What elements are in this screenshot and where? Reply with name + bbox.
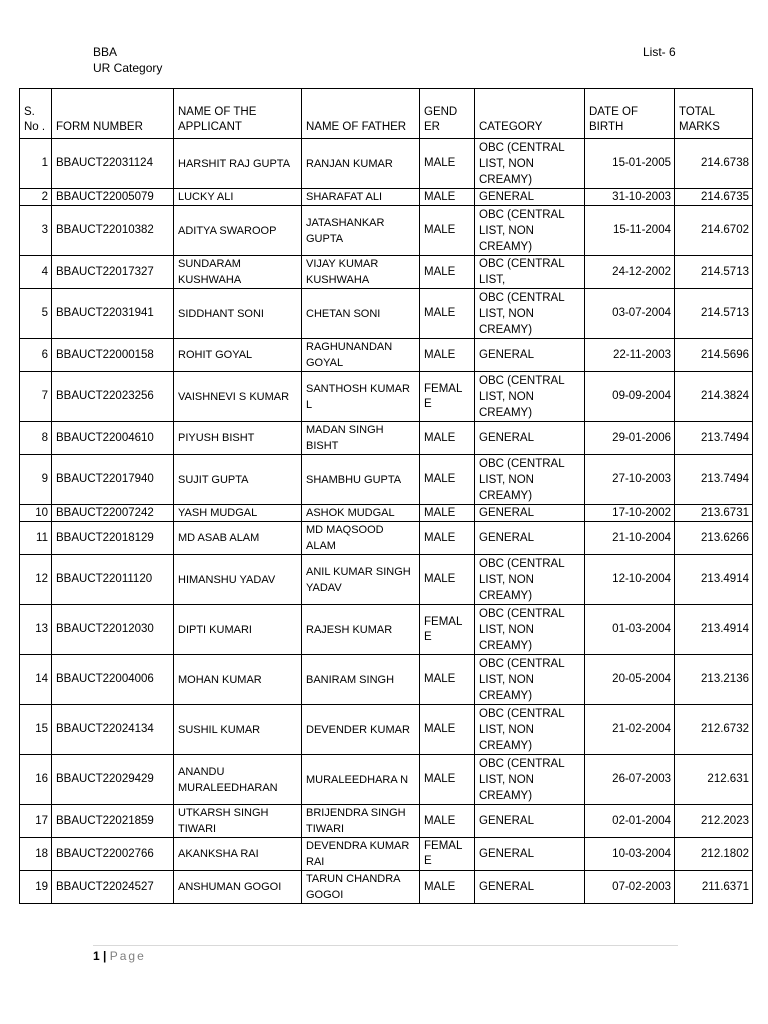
cell-dob: 15-11-2004 bbox=[585, 206, 675, 256]
cell-name: HARSHIT RAJ GUPTA bbox=[174, 139, 302, 189]
table-row bbox=[20, 505, 753, 522]
cell-sno: 16 bbox=[20, 755, 52, 805]
cell-category: GENERAL bbox=[475, 189, 585, 206]
cell-sno: 13 bbox=[20, 605, 52, 655]
cell-father: TARUN CHANDRA GOGOI bbox=[302, 871, 420, 904]
cell-name: SIDDHANT SONI bbox=[174, 289, 302, 339]
cell-form: BBAUCT22031941 bbox=[52, 289, 174, 339]
cell-father: SHAMBHU GUPTA bbox=[302, 455, 420, 505]
cell-father: RAJESH KUMAR bbox=[302, 605, 420, 655]
cell-father: RANJAN KUMAR bbox=[302, 139, 420, 189]
table-row bbox=[20, 871, 753, 904]
cell-father: ANIL KUMAR SINGH YADAV bbox=[302, 555, 420, 605]
cell-gender: MALE bbox=[420, 705, 475, 755]
col-father-header: NAME OF FATHER bbox=[302, 89, 420, 139]
cell-gender: MALE bbox=[420, 189, 475, 206]
cell-category: OBC (CENTRAL LIST, NON CREAMY) bbox=[475, 289, 585, 339]
table-row bbox=[20, 705, 753, 755]
cell-dob: 09-09-2004 bbox=[585, 372, 675, 422]
course-label: BBA bbox=[93, 45, 118, 59]
cell-sno: 3 bbox=[20, 206, 52, 256]
cell-name: AKANKSHA RAI bbox=[174, 838, 302, 871]
table-row bbox=[20, 555, 753, 605]
cell-sno: 5 bbox=[20, 289, 52, 339]
cell-form: BBAUCT22021859 bbox=[52, 805, 174, 838]
cell-sno: 6 bbox=[20, 339, 52, 372]
cell-father: RAGHUNANDAN GOYAL bbox=[302, 339, 420, 372]
cell-father: BANIRAM SINGH bbox=[302, 655, 420, 705]
cell-gender: MALE bbox=[420, 339, 475, 372]
cell-name: YASH MUDGAL bbox=[174, 505, 302, 522]
cell-marks: 213.6731 bbox=[675, 505, 753, 522]
cell-name: SUNDARAM KUSHWAHA bbox=[174, 256, 302, 289]
cell-marks: 214.3824 bbox=[675, 372, 753, 422]
cell-marks: 214.6738 bbox=[675, 139, 753, 189]
cell-form: BBAUCT22029429 bbox=[52, 755, 174, 805]
cell-form: BBAUCT22005079 bbox=[52, 189, 174, 206]
page-label: Page bbox=[109, 949, 146, 963]
cell-sno: 17 bbox=[20, 805, 52, 838]
footer-divider bbox=[93, 945, 678, 946]
cell-marks: 214.6735 bbox=[675, 189, 753, 206]
cell-name: ROHIT GOYAL bbox=[174, 339, 302, 372]
cell-name: DIPTI KUMARI bbox=[174, 605, 302, 655]
cell-name: UTKARSH SINGH TIWARI bbox=[174, 805, 302, 838]
table-row bbox=[20, 372, 753, 422]
cell-gender: FEMAL E bbox=[420, 605, 475, 655]
cell-marks: 212.1802 bbox=[675, 838, 753, 871]
cell-category: GENERAL bbox=[475, 838, 585, 871]
cell-gender: MALE bbox=[420, 505, 475, 522]
cell-category: GENERAL bbox=[475, 422, 585, 455]
cell-father: VIJAY KUMAR KUSHWAHA bbox=[302, 256, 420, 289]
cell-sno: 10 bbox=[20, 505, 52, 522]
cell-marks: 214.5696 bbox=[675, 339, 753, 372]
table-row bbox=[20, 189, 753, 206]
cell-sno: 9 bbox=[20, 455, 52, 505]
cell-category: OBC (CENTRAL LIST, NON CREAMY) bbox=[475, 206, 585, 256]
cell-dob: 02-01-2004 bbox=[585, 805, 675, 838]
table-row bbox=[20, 139, 753, 189]
cell-marks: 213.6266 bbox=[675, 522, 753, 555]
cell-marks: 213.7494 bbox=[675, 455, 753, 505]
cell-category: OBC (CENTRAL LIST, bbox=[475, 256, 585, 289]
cell-form: BBAUCT22012030 bbox=[52, 605, 174, 655]
cell-category: OBC (CENTRAL LIST, NON CREAMY) bbox=[475, 755, 585, 805]
cell-father: CHETAN SONI bbox=[302, 289, 420, 339]
cell-gender: FEMAL E bbox=[420, 372, 475, 422]
cell-dob: 27-10-2003 bbox=[585, 455, 675, 505]
cell-gender: MALE bbox=[420, 655, 475, 705]
cell-marks: 212.6732 bbox=[675, 705, 753, 755]
cell-form: BBAUCT22017940 bbox=[52, 455, 174, 505]
col-name-header: NAME OF THE APPLICANT bbox=[174, 89, 302, 139]
table-row bbox=[20, 206, 753, 256]
cell-dob: 24-12-2002 bbox=[585, 256, 675, 289]
cell-category: GENERAL bbox=[475, 805, 585, 838]
cell-father: DEVENDRA KUMAR RAI bbox=[302, 838, 420, 871]
col-category-header: CATEGORY bbox=[475, 89, 585, 139]
table-row bbox=[20, 655, 753, 705]
cell-name: MOHAN KUMAR bbox=[174, 655, 302, 705]
cell-name: ADITYA SWAROOP bbox=[174, 206, 302, 256]
cell-gender: MALE bbox=[420, 206, 475, 256]
col-marks-header: TOTAL MARKS bbox=[675, 89, 753, 139]
cell-sno: 19 bbox=[20, 871, 52, 904]
cell-father: BRIJENDRA SINGH TIWARI bbox=[302, 805, 420, 838]
cell-father: MURALEEDHARA N bbox=[302, 755, 420, 805]
cell-marks: 213.4914 bbox=[675, 605, 753, 655]
cell-dob: 21-10-2004 bbox=[585, 522, 675, 555]
cell-form: BBAUCT22007242 bbox=[52, 505, 174, 522]
table-row bbox=[20, 605, 753, 655]
cell-marks: 213.2136 bbox=[675, 655, 753, 705]
cell-name: VAISHNEVI S KUMAR bbox=[174, 372, 302, 422]
page-separator: | bbox=[103, 949, 107, 963]
cell-marks: 213.4914 bbox=[675, 555, 753, 605]
cell-dob: 20-05-2004 bbox=[585, 655, 675, 705]
merit-list-table bbox=[19, 88, 753, 904]
col-sno-header: S. No . bbox=[20, 89, 52, 139]
col-gender-header: GEND ER bbox=[420, 89, 475, 139]
cell-gender: MALE bbox=[420, 805, 475, 838]
col-form-header: FORM NUMBER bbox=[52, 89, 174, 139]
cell-name: SUSHIL KUMAR bbox=[174, 705, 302, 755]
cell-sno: 4 bbox=[20, 256, 52, 289]
cell-marks: 214.5713 bbox=[675, 256, 753, 289]
table-row bbox=[20, 805, 753, 838]
cell-sno: 12 bbox=[20, 555, 52, 605]
cell-father: JATASHANKAR GUPTA bbox=[302, 206, 420, 256]
cell-name: PIYUSH BISHT bbox=[174, 422, 302, 455]
table-header-row bbox=[20, 89, 753, 139]
cell-category: OBC (CENTRAL LIST, NON CREAMY) bbox=[475, 605, 585, 655]
cell-form: BBAUCT22000158 bbox=[52, 339, 174, 372]
cell-dob: 01-03-2004 bbox=[585, 605, 675, 655]
table-row bbox=[20, 522, 753, 555]
cell-dob: 26-07-2003 bbox=[585, 755, 675, 805]
cell-form: BBAUCT22031124 bbox=[52, 139, 174, 189]
cell-sno: 2 bbox=[20, 189, 52, 206]
table-row bbox=[20, 339, 753, 372]
table-row bbox=[20, 455, 753, 505]
cell-form: BBAUCT22004006 bbox=[52, 655, 174, 705]
cell-form: BBAUCT22017327 bbox=[52, 256, 174, 289]
cell-dob: 03-07-2004 bbox=[585, 289, 675, 339]
cell-dob: 29-01-2006 bbox=[585, 422, 675, 455]
cell-dob: 17-10-2002 bbox=[585, 505, 675, 522]
table-row bbox=[20, 838, 753, 871]
cell-father: DEVENDER KUMAR bbox=[302, 705, 420, 755]
cell-marks: 213.7494 bbox=[675, 422, 753, 455]
cell-gender: MALE bbox=[420, 455, 475, 505]
cell-gender: FEMAL E bbox=[420, 838, 475, 871]
cell-dob: 07-02-2003 bbox=[585, 871, 675, 904]
cell-sno: 14 bbox=[20, 655, 52, 705]
cell-father: MD MAQSOOD ALAM bbox=[302, 522, 420, 555]
cell-dob: 22-11-2003 bbox=[585, 339, 675, 372]
cell-form: BBAUCT22010382 bbox=[52, 206, 174, 256]
cell-category: OBC (CENTRAL LIST, NON CREAMY) bbox=[475, 372, 585, 422]
cell-marks: 212.631 bbox=[675, 755, 753, 805]
cell-sno: 18 bbox=[20, 838, 52, 871]
cell-name: SUJIT GUPTA bbox=[174, 455, 302, 505]
cell-sno: 8 bbox=[20, 422, 52, 455]
cell-gender: MALE bbox=[420, 555, 475, 605]
cell-father: SANTHOSH KUMAR L bbox=[302, 372, 420, 422]
cell-name: MD ASAB ALAM bbox=[174, 522, 302, 555]
page-number: 1 bbox=[93, 949, 100, 963]
cell-form: BBAUCT22024134 bbox=[52, 705, 174, 755]
cell-sno: 15 bbox=[20, 705, 52, 755]
table-row bbox=[20, 755, 753, 805]
cell-marks: 214.5713 bbox=[675, 289, 753, 339]
table-row bbox=[20, 289, 753, 339]
cell-category: OBC (CENTRAL LIST, NON CREAMY) bbox=[475, 139, 585, 189]
page-footer bbox=[93, 948, 146, 964]
cell-gender: MALE bbox=[420, 139, 475, 189]
cell-category: GENERAL bbox=[475, 522, 585, 555]
cell-gender: MALE bbox=[420, 256, 475, 289]
cell-form: BBAUCT22002766 bbox=[52, 838, 174, 871]
cell-sno: 11 bbox=[20, 522, 52, 555]
category-label: UR Category bbox=[93, 61, 163, 75]
cell-name: ANANDU MURALEEDHARAN bbox=[174, 755, 302, 805]
table-row bbox=[20, 256, 753, 289]
cell-dob: 31-10-2003 bbox=[585, 189, 675, 206]
cell-father: MADAN SINGH BISHT bbox=[302, 422, 420, 455]
cell-gender: MALE bbox=[420, 755, 475, 805]
cell-dob: 12-10-2004 bbox=[585, 555, 675, 605]
cell-name: ANSHUMAN GOGOI bbox=[174, 871, 302, 904]
cell-dob: 15-01-2005 bbox=[585, 139, 675, 189]
cell-category: OBC (CENTRAL LIST, NON CREAMY) bbox=[475, 655, 585, 705]
cell-dob: 10-03-2004 bbox=[585, 838, 675, 871]
cell-category: OBC (CENTRAL LIST, NON CREAMY) bbox=[475, 555, 585, 605]
table-body bbox=[20, 139, 753, 904]
cell-category: GENERAL bbox=[475, 339, 585, 372]
cell-form: BBAUCT22011120 bbox=[52, 555, 174, 605]
cell-marks: 211.6371 bbox=[675, 871, 753, 904]
cell-name: LUCKY ALI bbox=[174, 189, 302, 206]
cell-gender: MALE bbox=[420, 289, 475, 339]
cell-marks: 214.6702 bbox=[675, 206, 753, 256]
cell-gender: MALE bbox=[420, 422, 475, 455]
cell-form: BBAUCT22018129 bbox=[52, 522, 174, 555]
cell-sno: 7 bbox=[20, 372, 52, 422]
cell-category: GENERAL bbox=[475, 505, 585, 522]
cell-dob: 21-02-2004 bbox=[585, 705, 675, 755]
table-row bbox=[20, 422, 753, 455]
cell-father: SHARAFAT ALI bbox=[302, 189, 420, 206]
col-dob-header: DATE OF BIRTH bbox=[585, 89, 675, 139]
cell-category: OBC (CENTRAL LIST, NON CREAMY) bbox=[475, 705, 585, 755]
cell-form: BBAUCT22024527 bbox=[52, 871, 174, 904]
cell-name: HIMANSHU YADAV bbox=[174, 555, 302, 605]
cell-sno: 1 bbox=[20, 139, 52, 189]
cell-marks: 212.2023 bbox=[675, 805, 753, 838]
cell-form: BBAUCT22004610 bbox=[52, 422, 174, 455]
cell-category: GENERAL bbox=[475, 871, 585, 904]
list-number: List- 6 bbox=[643, 45, 676, 59]
cell-gender: MALE bbox=[420, 871, 475, 904]
cell-form: BBAUCT22023256 bbox=[52, 372, 174, 422]
cell-gender: MALE bbox=[420, 522, 475, 555]
cell-category: OBC (CENTRAL LIST, NON CREAMY) bbox=[475, 455, 585, 505]
cell-father: ASHOK MUDGAL bbox=[302, 505, 420, 522]
